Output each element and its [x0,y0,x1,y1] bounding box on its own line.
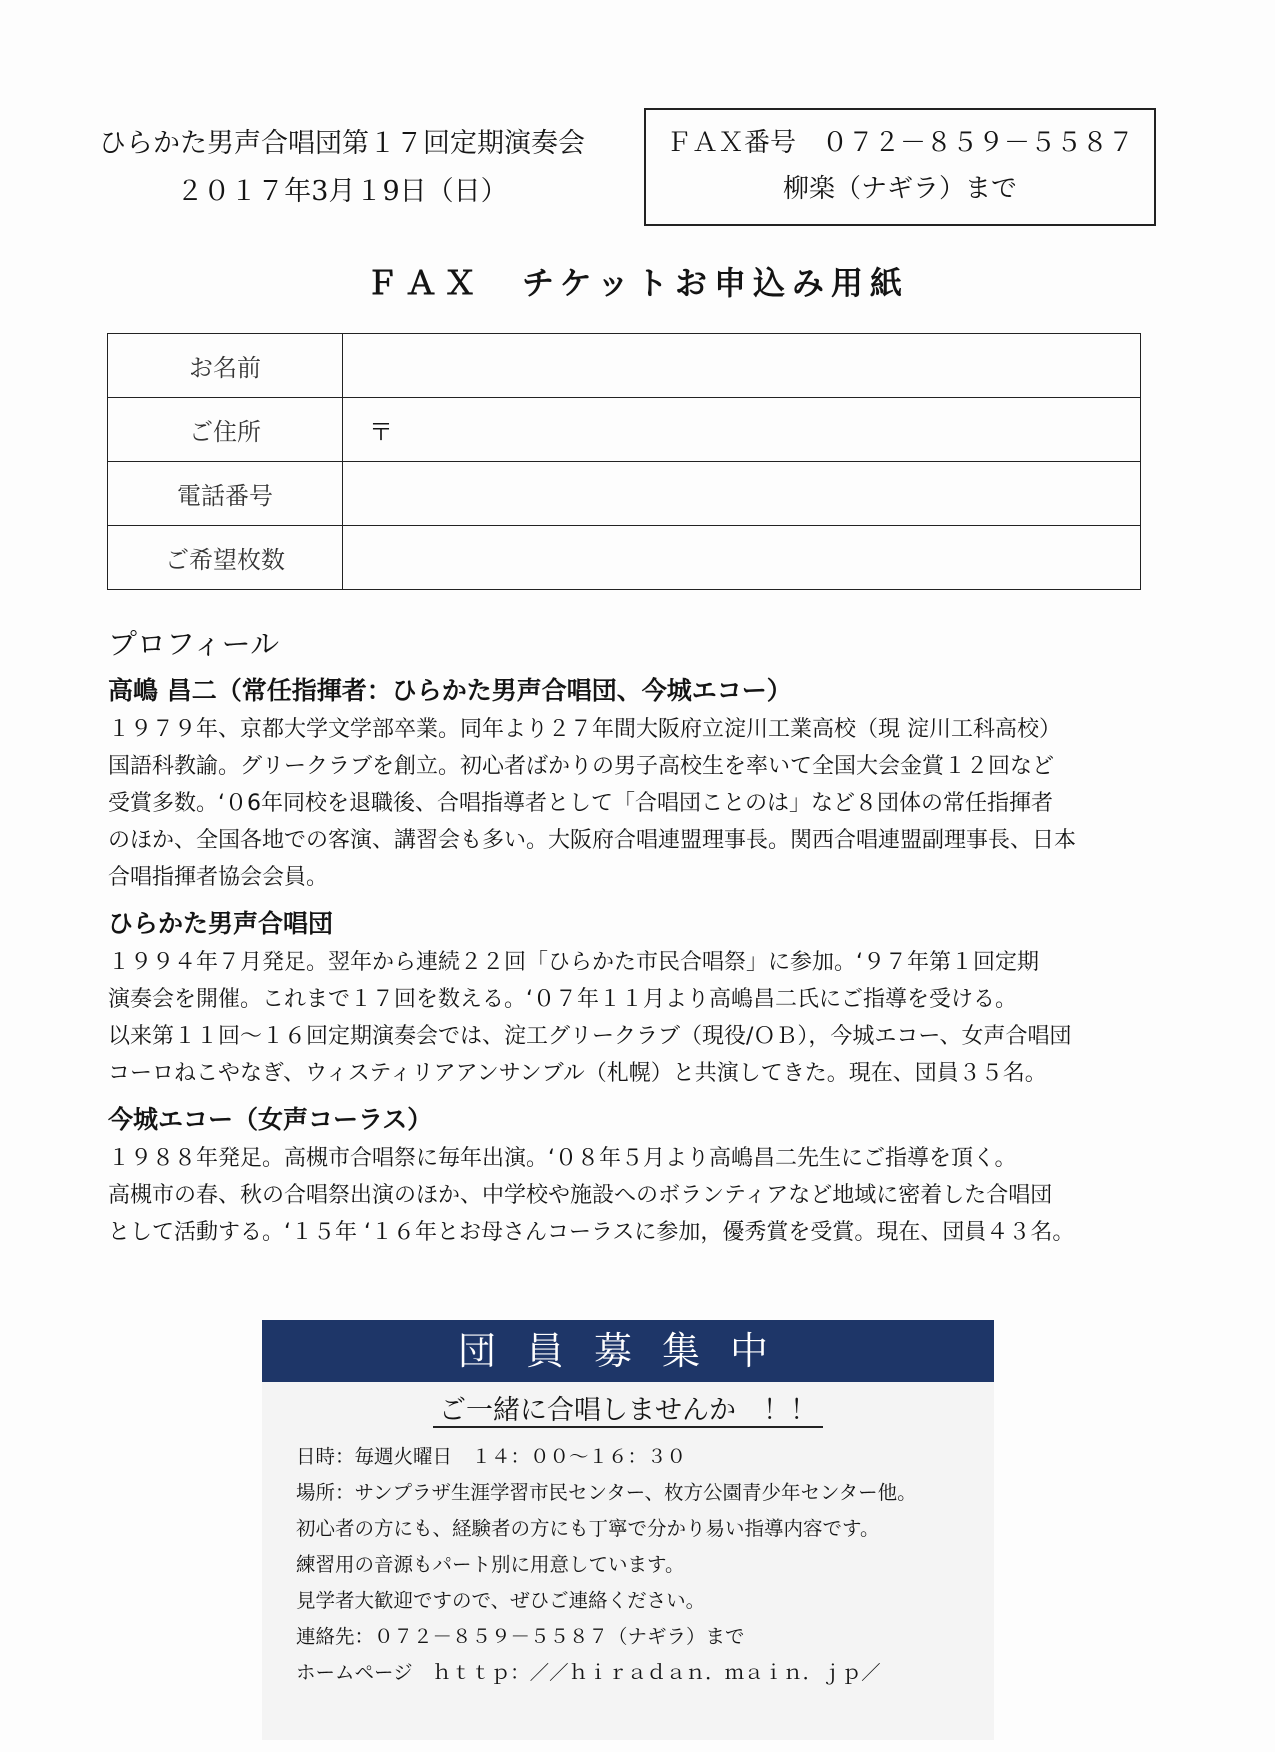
profile-line: １９９４年７月発足。翌年から連続２２回「ひらかた市民合唱祭」に参加。‘９７年第１回定期 [108,950,1039,975]
fax-info-box [644,108,1156,226]
recruitment-box [262,1320,994,1740]
form-row-phone [108,462,1141,526]
recruit-banner: 団員募集中 [262,1320,994,1382]
name-field[interactable] [343,334,1141,398]
recruit-line: 練習用の音源もパート別に用意しています。 [296,1553,685,1576]
form-label: ご希望枚数 [108,526,343,590]
profile-line: として活動する。‘１５年 ‘１６年とお母さんコーラスに参加，優秀賞を受賞。現在、団員４３名。 [108,1220,1075,1245]
recruit-subtitle-wrap [262,1388,994,1427]
profile-line: 演奏会を開催。これまで１７回を数える。‘０７年１１月より高嶋昌二氏にご指導を受ける。 [108,987,1017,1012]
conductor-title: 高嶋 昌二（常任指揮者：ひらかた男声合唱団、今城エコー） [108,676,792,705]
ticket-count-field[interactable] [343,526,1141,590]
recruit-subtitle: ご一緒に合唱しませんか ！！ [433,1395,823,1428]
event-header [72,120,612,216]
profile-heading: プロフィール [108,627,280,661]
echo-title: 今城エコー（女声コーラス） [108,1105,433,1134]
recruit-details [296,1439,994,1691]
form-row-address [108,398,1141,462]
profile-line: コーロねこやなぎ、ウィスティリアアンサンブル（札幌）と共演してきた。現在、団員３５名。 [108,1061,1047,1086]
profile-line: 国語科教諭。グリークラブを創立。初心者ばかりの男子高校生を率いて全国大会金賞１２回など [108,754,1055,779]
recruit-line: 見学者大歓迎ですので、ぜひご連絡ください。 [296,1589,706,1612]
form-label: ご住所 [108,398,343,462]
profile-section [108,622,1148,1251]
form-label: お名前 [108,334,343,398]
form-row-name [108,334,1141,398]
fax-contact: 柳楽（ナギラ）まで [782,174,1017,204]
form-label: 電話番号 [108,462,343,526]
fax-number: ＦＡＸ番号 ０７２－８５９－５５８７ [665,128,1134,158]
event-date: ２０１７年3月１9日（日） [176,176,508,207]
profile-line: １９７９年、京都大学文学部卒業。同年より２７年間大阪府立淀川工業高校（現 淀川工科高校） [108,717,1061,742]
choir-title: ひらかた男声合唱団 [108,909,334,938]
profile-line: １９８８年発足。高槻市合唱祭に毎年出演。‘０８年５月より高嶋昌二先生にご指導を頂く。 [108,1146,1017,1171]
profile-line: 高槻市の春、秋の合唱祭出演のほか、中学校や施設へのボランティアなど地域に密着した合唱団 [108,1183,1053,1208]
profile-line: のほか、全国各地での客演、講習会も多い。大阪府合唱連盟理事長。関西合唱連盟副理事長、日本 [108,828,1077,853]
profile-line: 合唱指揮者協会会員。 [108,865,329,890]
recruit-location: 場所：サンプラザ生涯学習市民センター、枚方公園青少年センター他。 [296,1481,917,1504]
profile-line: 受賞多数。‘０6年同校を退職後、合唱指導者として「合唱団ことのは」など８団体の常任指揮者 [108,791,1053,816]
profile-line: 以来第１１回～１６回定期演奏会では、淀工グリークラブ（現役/ＯＢ），今城エコー、女声合唱団 [108,1024,1072,1049]
phone-field[interactable] [343,462,1141,526]
application-form-table [107,333,1141,590]
recruit-line: 初心者の方にも、経験者の方にも丁寧で分かり易い指導内容です。 [296,1517,880,1540]
recruit-schedule: 日時：毎週火曜日 １４：００～１６：３０ [296,1445,687,1468]
form-title: ＦＡＸ チケットお申込み用紙 [365,264,910,302]
recruit-homepage: ホームページ ｈｔｔｐ：／／ｈｉｒａｄａｎ．ｍａｉｎ．ｊｐ／ [296,1661,881,1684]
form-row-tickets [108,526,1141,590]
recruit-contact: 連絡先：０７２－８５９－５５８７（ナギラ）まで [296,1625,745,1648]
event-title: ひらかた男声合唱団第１７回定期演奏会 [99,128,585,159]
address-field[interactable]: 〒 [343,398,1141,462]
